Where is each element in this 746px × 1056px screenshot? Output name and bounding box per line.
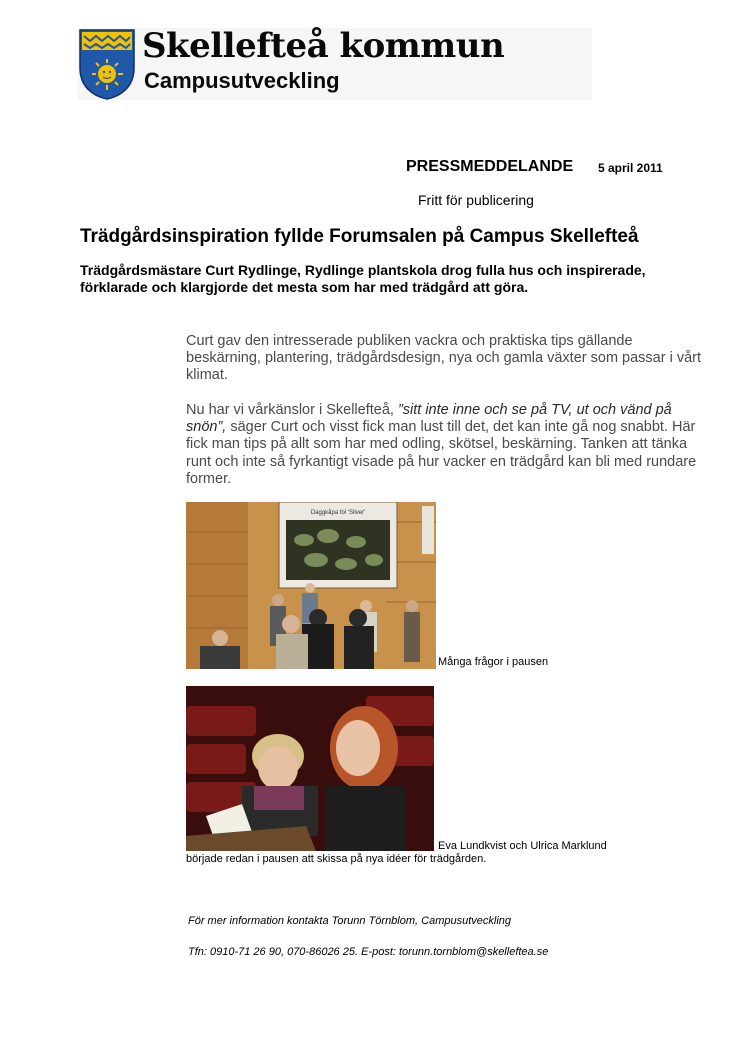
body-paragraph-2 [186, 402, 706, 488]
press-release-label: PRESSMEDDELANDE [406, 158, 574, 175]
photo-caption-2-line-1: Eva Lundkvist och Ulrica Marklund [438, 840, 607, 852]
photo-lecture-hall [186, 502, 436, 669]
para2-end: säger Curt och visst fick man lust till det, det kan inte gå nog snabbt. Här fick man tips på allt som har med odling, skötsel, beskärning. Tanken att tänka runt och inte så fyrkantigt visade på hur vacker en trädgård kan bli med rundare former. [186, 419, 697, 487]
photo-two-women [186, 686, 434, 851]
headline: Trädgårdsinspiration fyllde Forumsalen på Campus Skellefteå [80, 226, 639, 247]
municipal-coat-of-arms-icon [78, 28, 136, 100]
para2-quote: ”sitt inte inne och se på TV, ut och vänd på snön”, [186, 402, 672, 436]
lead-paragraph: Trädgårdsmästare Curt Rydlinge, Rydlinge plantskola drog fulla hus och inspirerade, förklarade och klargjorde det mesta som har med trädgård att göra. [80, 262, 646, 295]
photo-caption-2-line-2: började redan i pausen att skissa på nya idéer för trädgården. [186, 853, 487, 865]
phone-email-info: Tfn: 0910-71 26 90, 070-86026 25. E-post: torunn.tornblom@skelleftea.se [188, 946, 549, 958]
para2-start: Nu har vi vårkänslor i Skellefteå, [186, 402, 398, 418]
slide-title: Daggkåpa fol 'Silver' [310, 510, 366, 516]
photo-caption-1: Många frågor i pausen [438, 656, 549, 668]
brand-name: Skellefteå kommun [142, 26, 505, 66]
publish-note: Fritt för publicering [418, 192, 534, 208]
body-paragraph-1: Curt gav den intresserade publiken vackra och praktiska tips gällande beskärning, plantering, trädgårdsdesign, nya och gamla växter som passar i vårt klimat. [186, 333, 702, 384]
contact-info: För mer information kontakta Torunn Törnblom, Campusutveckling [188, 915, 512, 927]
press-release-date: 5 april 2011 [598, 161, 663, 175]
brand-subtitle: Campusutveckling [144, 68, 340, 93]
